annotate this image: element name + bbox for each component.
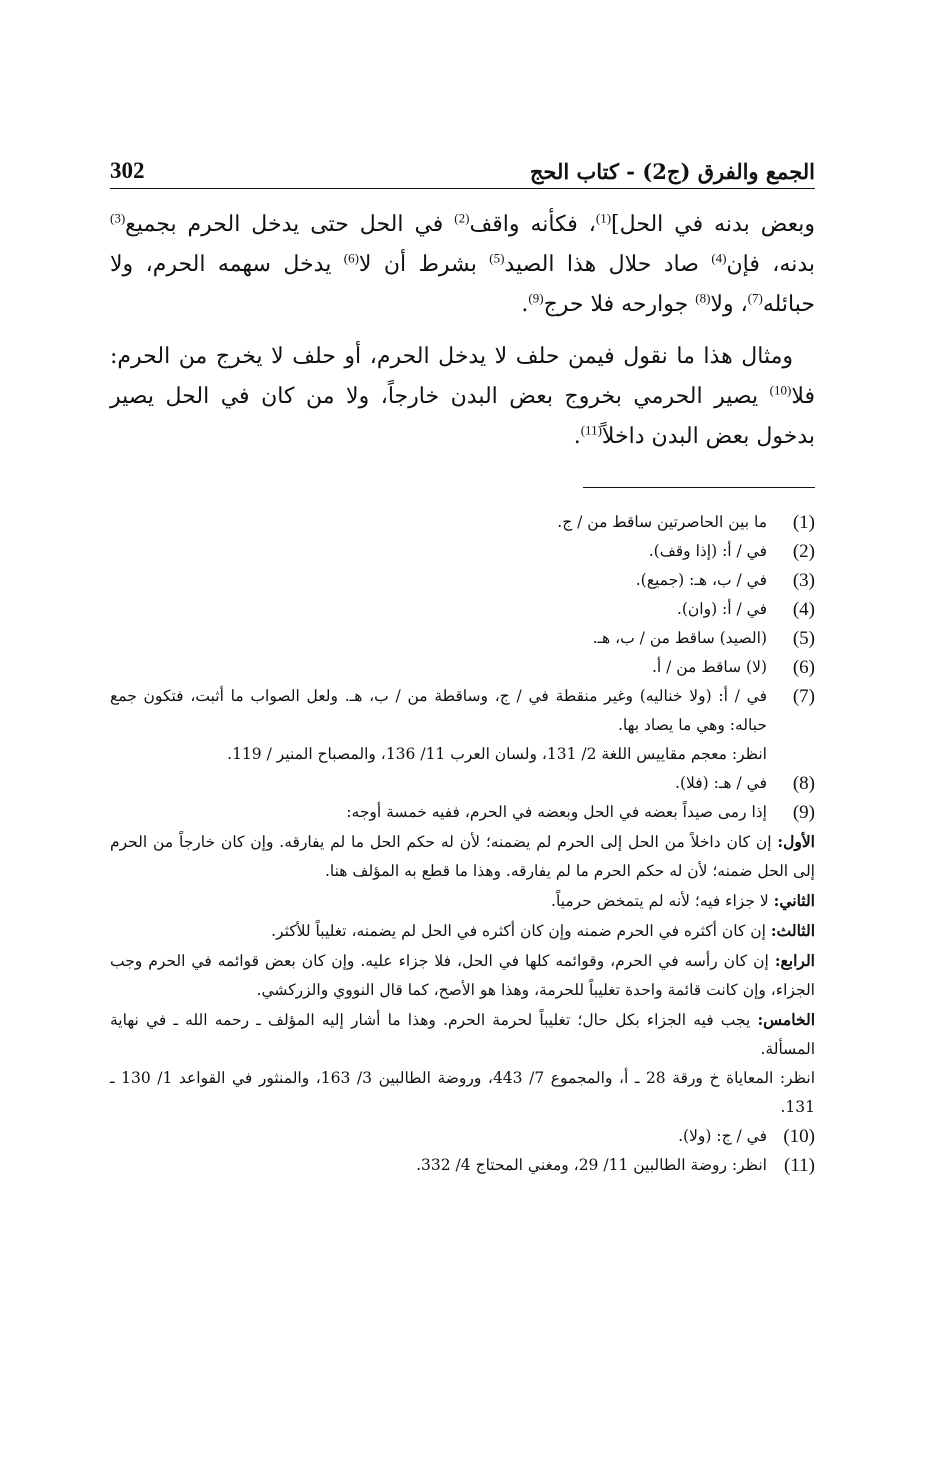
footnote-list — [110, 508, 815, 827]
footnote-number: (11) — [784, 1155, 815, 1176]
text-run: ، فكأنه واقف — [469, 212, 596, 237]
footnote-9-item — [110, 916, 815, 946]
footnote — [110, 595, 815, 624]
footnote-9-item-label: الخامس: — [757, 1010, 815, 1029]
footnote-marker: (6) — [343, 250, 359, 266]
footnote-line: في / أ: (ولا خناليه) وغير منقطة في / ج، وساقطة من / ب، هـ. ولعل الصواب ما أثبت، فتكون جمع حباله: وهي ما يصاد بها. — [110, 687, 767, 734]
footnotes — [110, 508, 815, 1180]
footnote-number: (3) — [792, 570, 815, 591]
text-run: . — [573, 424, 581, 449]
footnote-number: (4) — [792, 599, 815, 620]
footnote-9-item — [110, 946, 815, 1005]
footnote-line: انظر: روضة الطالبين 11/ 29، ومغني المحتاج 4/ 332. — [416, 1156, 767, 1174]
text-run: جوارحه فلا حرج — [543, 292, 696, 317]
footnote — [110, 508, 815, 537]
footnote-text — [110, 769, 767, 798]
text-run: يصير الحرمي بخروج بعض البدن خارجاً، ولا من كان في الحل يصير بدخول بعض البدن داخلاً — [110, 384, 815, 449]
footnote — [110, 798, 815, 827]
footnote-9-item-text: يجب فيه الجزاء بكل حال؛ تغليباً لحرمة الحرم. وهذا ما أشار إليه المؤلف ـ رحمه الله ـ في نهاية المسألة. — [110, 1011, 815, 1058]
footnote-number: (2) — [792, 541, 815, 562]
footnote-line: (الصيد) ساقط من / ب، هـ. — [592, 629, 767, 647]
footnote-line: ما بين الحاصرتين ساقط من / ج. — [557, 513, 767, 531]
footnote — [110, 769, 815, 798]
text-run: صاد حلال هذا الصيد — [504, 252, 712, 277]
footnote-line: في / أ: (وان). — [676, 600, 767, 618]
footnote-9-item-label: الثاني: — [773, 891, 815, 910]
footnote — [110, 653, 815, 682]
footnote — [110, 537, 815, 566]
footnote-text — [110, 595, 767, 624]
footnote-9-item — [110, 886, 815, 916]
page-number: 302 — [110, 158, 145, 183]
footnote-text — [110, 566, 767, 595]
text-run: بدنه، فإن — [726, 252, 815, 277]
footnote-number: (7) — [792, 686, 815, 707]
footnote-9-details — [110, 827, 815, 1064]
footnote-number: (5) — [792, 628, 815, 649]
footnote-number: (9) — [792, 802, 815, 823]
footnote-line: في / ب، هـ: (جميع). — [635, 571, 767, 589]
text-run: يدخل سهمه الحرم، ولا حبائله — [110, 252, 815, 317]
footnote-marker: (11) — [580, 422, 602, 438]
footnote-marker: (5) — [489, 250, 505, 266]
running-header — [110, 138, 815, 184]
footnote-9-item-label: الرابع: — [774, 951, 815, 970]
footnote-text — [110, 1151, 767, 1180]
footnote — [110, 1151, 815, 1180]
footnote-number: (6) — [792, 657, 815, 678]
footnote-9-item-text: إن كان أكثره في الحرم ضمنه وإن كان أكثره في الحل لم يضمنه، تغليباً للأكثر. — [271, 922, 771, 940]
footnote-line: انظر: معجم مقاييس اللغة 2/ 131، ولسان العرب 11/ 136، والمصباح المنير / 119. — [227, 745, 767, 763]
footnote-marker: (9) — [528, 290, 544, 306]
footnote-number: (8) — [792, 773, 815, 794]
footnote-text — [110, 653, 767, 682]
footnote-marker: (3) — [110, 210, 126, 226]
text-run: في الحل حتى يدخل الحرم بجميع — [125, 212, 455, 237]
footnote-text — [110, 624, 767, 653]
footnote-number: (1) — [792, 512, 815, 533]
text-run: ، ولا — [710, 292, 748, 317]
footnote-list-end — [110, 1122, 815, 1180]
text-run: . — [521, 292, 529, 317]
footnote-9-reference-text: انظر: المعاياة خ ورقة 28 ـ أ، والمجموع 7/ 443، وروضة الطالبين 3/ 163، والمنثور في القواعد 1/ 130 ـ 131. — [110, 1069, 816, 1116]
footnote-9-item-text: إن كان داخلاً من الحل إلى الحرم لم يضمنه؛ لأن له حكم الحل ما لم يفارقه. وإن كان خارجاً من الحرم إلى الحل ضمنه؛ لأن له حكم الحرم ما لم يفارقه. وهذا ما قطع به المؤلف هنا. — [110, 833, 815, 880]
text-run: وبعض بدنه في الحل] — [611, 212, 816, 237]
footnote-text — [110, 798, 767, 827]
paragraph-1 — [110, 205, 815, 325]
text-run: ومثال هذا ما نقول فيمن حلف لا يدخل الحرم، أو حلف لا يخرج من الحرم: فلا — [110, 344, 815, 409]
footnote-marker: (7) — [747, 290, 763, 306]
footnote — [110, 1122, 815, 1151]
footnote — [110, 566, 815, 595]
book-page — [110, 138, 815, 1180]
footnote-marker: (2) — [454, 210, 470, 226]
footnote-marker: (4) — [711, 250, 727, 266]
footnote-text — [110, 682, 767, 769]
footnote-line: (لا) ساقط من / أ. — [651, 658, 767, 676]
header-rule — [110, 188, 815, 189]
text-run: بشرط أن لا — [358, 252, 490, 277]
footnote-line: في / أ: (إذا وقف). — [648, 542, 767, 560]
footnote-marker: (10) — [769, 382, 792, 398]
footnote-9-item — [110, 827, 815, 886]
footnote-9-item — [110, 1005, 815, 1064]
footnote-marker: (1) — [595, 210, 612, 226]
footnote-9-item-text: لا جزاء فيه؛ لأنه لم يتمخض حرمياً. — [551, 892, 774, 910]
footnote-separator — [583, 487, 815, 488]
running-title: الجمع والفرق (ج2) - كتاب الحج — [529, 159, 815, 184]
footnote — [110, 682, 815, 769]
footnote-number: (10) — [783, 1126, 815, 1147]
footnote-text — [110, 537, 767, 566]
footnote-line: في / هـ: (فلا). — [675, 774, 767, 792]
footnote — [110, 624, 815, 653]
paragraph-2 — [110, 337, 815, 457]
main-text — [110, 205, 815, 457]
footnote-9-item-label: الثالث: — [770, 921, 815, 940]
footnote-text — [110, 508, 767, 537]
footnote-marker: (8) — [695, 290, 711, 306]
footnote-9-item-label: الأول: — [777, 832, 815, 851]
footnote-text — [110, 1122, 767, 1151]
footnote-line: في / ج: (ولا). — [678, 1127, 767, 1145]
footnote-9-item-text: إن كان رأسه في الحرم، وقوائمه كلها في الحل، فلا جزاء عليه. وإن كان بعض قوائمه في الحرم وجب الجزاء، وإن كانت قائمة واحدة تغليباً للحرمة، وهذا هو الأصح، كما قال النووي والزركشي. — [110, 952, 815, 999]
footnote-9-reference — [110, 1064, 815, 1122]
footnote-line: إذا رمى صيداً بعضه في الحل وبعضه في الحرم، ففيه خمسة أوجه: — [346, 803, 767, 821]
